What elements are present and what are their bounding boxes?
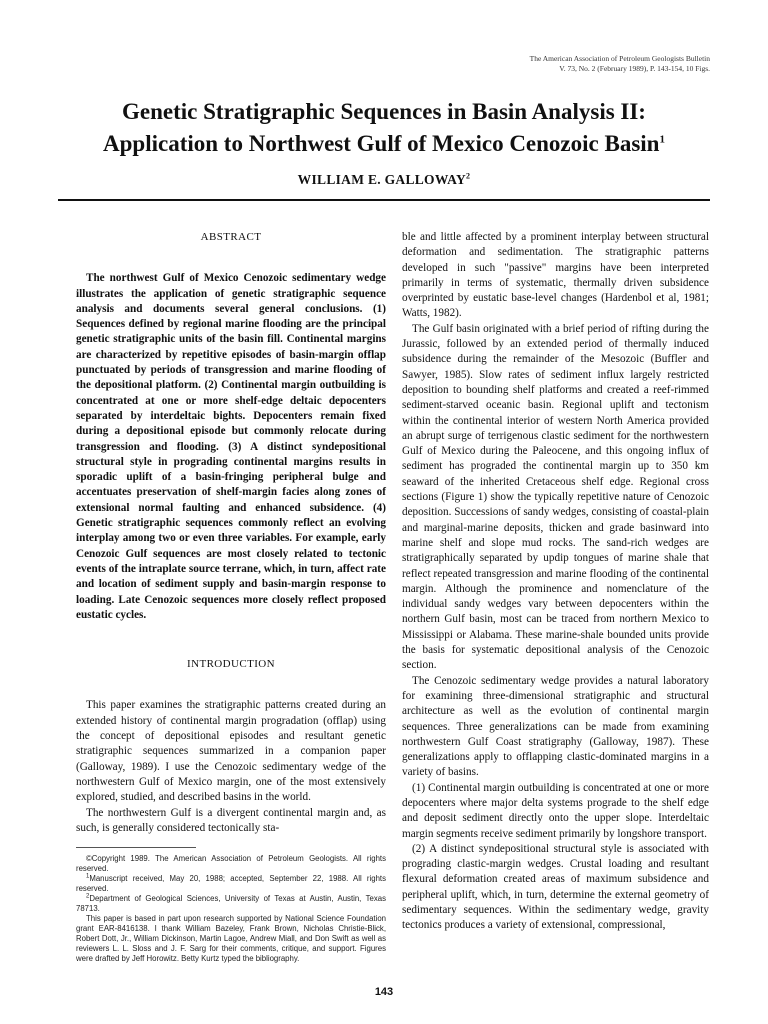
abstract-heading: ABSTRACT: [200, 231, 262, 243]
copyright-note: ©Copyright 1989. The American Association of Petroleum Geologists. All rights reserved.: [76, 854, 386, 873]
journal-name: The American Association of Petroleum Geologists Bulletin: [529, 54, 710, 63]
body-paragraph-4: (1) Continental margin outbuilding is concentrated at one or more depocenters where major delta systems prograde to the shelf edge and deposit sediment directly onto the upper slope. Interdeltaic margin segments receive sediment primarily by longshore transport.: [402, 781, 709, 840]
journal-citation: [410, 54, 710, 74]
acknowledgments-note: This paper is based in part upon research supported by National Science Foundation grant EAR-8416138. I thank William Bazeley, Frank Brown, Nicholas Christie-Blick, Robert Dott, Jr., William Dickinson, Martin Lagoe, Andrew Miall, and Don Swift as well as reviewers L. L. Sloss and J. F. Sarg for their comments, critique, and support. Figures were drafted by Jeff Horowitz. Betty Kurtz typed the bibliography.: [76, 914, 386, 963]
title-line-2: Application to Northwest Gulf of Mexico Cenozoic Basin: [103, 131, 660, 156]
author-footnote-marker: 2: [466, 171, 471, 181]
author-text: WILLIAM E. GALLOWAY: [297, 172, 467, 187]
intro-paragraph-1: This paper examines the stratigraphic patterns created during an extended history of continental margin progradation (offlap) using the concept of depositional episodes and resultant genetic stratigraphic sequences summarized in a companion paper (Galloway, 1989). I use the Cenozoic sedimentary wedge of the northwestern Gulf of Mexico margin, one of the most extensively explored, studied, and described basins in the world.: [76, 699, 386, 804]
body-paragraph-2: The Gulf basin originated with a brief period of rifting during the Jurassic, followed by an extended period of thermally induced subsidence during the remainder of the Mesozoic (Buffler and Sawyer, 1985). Slow rates of sediment influx largely restricted deposition to bounding shelf platforms and created a reef-rimmed sediment-starved oceanic basin. Regional uplift and tectonism within the continental interior of western North America provided an abrupt surge of terrigenous clastic sediment for the northwestern Gulf of Mexico during the Paleocene, and this ongoing influx of sediment has prograded the continental margin up to 350 km seaward of the inherited Cretaceous shelf edge. Regional cross sections (Figure 1) show the typically repetitive nature of Cenozoic deposition. Successions of sandy wedges, consisting of coastal-plain and marginal-marine deposits, thicken and grade basinward into marine shelf and slope mud rocks. The sand-rich wedges are stratigraphically separated by updip tongues of marine shale that reflect repeated transgression and marine flooding of the continental margin. Although the prominence and nomenclature of the individual sandy wedges vary between depocenters within the northern Gulf basin, most can be traced from northern Mexico to Mississippi or Alabama. These marine-shale bounded units provide the basis for systematic depositional analysis of the Cenozoic section.: [402, 322, 709, 672]
page-number: 143: [374, 986, 394, 998]
footnote-1-text: Manuscript received, May 20, 1988; accepted, September 22, 1988. All rights reserved.: [76, 874, 386, 893]
journal-volume: V. 73, No. 2 (February 1989), P. 143-154, 10 Figs.: [559, 64, 710, 73]
right-column: [402, 230, 709, 934]
footnote-2: [76, 894, 386, 914]
body-paragraph-5: (2) A distinct syndepositional structural style is associated with prograding clastic-margin wedges. Crustal loading and resultant flexural deformation created areas of maximum subsidence and peripheral uplift, which, in turn, determine the external geometry of sedimentary sequences. Within the sedimentary wedge, gravity tectonics produces a variety of extensional, compressional,: [402, 842, 709, 932]
footnote-2-text: Department of Geological Sciences, University of Texas at Austin, Austin, Texas 78713.: [76, 894, 386, 913]
footnotes: [76, 847, 386, 964]
footnote-1: [76, 874, 386, 894]
body-paragraph-1: ble and little affected by a prominent interplay between structural deformation and sedimentation. The stratigraphic patterns developed in such "passive" margins have been interpreted primarily in terms of systematic, thermally driven subsidence overprinted by eustatic base-level changes (Hardenbol et al, 1981; Watts, 1982).: [402, 231, 709, 320]
article-title: [60, 96, 708, 160]
abstract-text: The northwest Gulf of Mexico Cenozoic sedimentary wedge illustrates the application of genetic stratigraphic sequence analysis and documents several general conclusions. (1) Sequences defined by regional marine flooding are the principal genetic stratigraphic units of the basin fill. Continental margins are characterized by repetitive episodes of basin-margin offlap punctuated by periods of transgression and marine flooding of the depositional platform. (2) Continental margin outbuilding is concentrated at one or more shelf-edge deltaic depocenters separated by interdeltaic bights. Depocenters remain fixed during a depositional episode but commonly relocate during transgression and flooding. (3) A distinct syndepositional structural style in prograding continental margins results in sporadic uplift of a basin-fringing peripheral bulge and accentuates preservation of shelf-margin facies along zones of extensional normal faulting and enhanced subsidence. (4) Genetic stratigraphic sequences commonly reflect an evolving interplay among two or even three variables. For example, early Cenozoic Gulf sequences are most closely related to tectonic events of the intraplate source terrane, which, in turn, affect rate and location of sediment supply and basin-margin response to loading. Late Cenozoic sequences more closely reflect proposed eustatic cycles.: [76, 272, 386, 621]
footnote-1-marker: 1: [86, 873, 90, 880]
footnote-divider: [76, 847, 196, 848]
footnote-2-marker: 2: [86, 893, 90, 900]
author-name: [60, 172, 708, 188]
left-column: [76, 230, 386, 836]
title-divider: [58, 199, 710, 201]
title-footnote-marker: 1: [659, 133, 665, 146]
body-paragraph-3: The Cenozoic sedimentary wedge provides a natural laboratory for examining three-dimensional stratigraphic and structural architecture as well as the evolution of continental margin sequences. Three generalizations can be made from examining northwestern Gulf Coast stratigraphy (Galloway, 1987). These generalizations apply to offlapping clastic-dominated margins in a variety of basins.: [402, 674, 709, 779]
introduction-heading: INTRODUCTION: [187, 658, 275, 671]
title-line-1: Genetic Stratigraphic Sequences in Basin Analysis II:: [122, 99, 646, 124]
intro-paragraph-2: The northwestern Gulf is a divergent continental margin and, as such, is generally considered tectonically sta-: [76, 806, 386, 834]
